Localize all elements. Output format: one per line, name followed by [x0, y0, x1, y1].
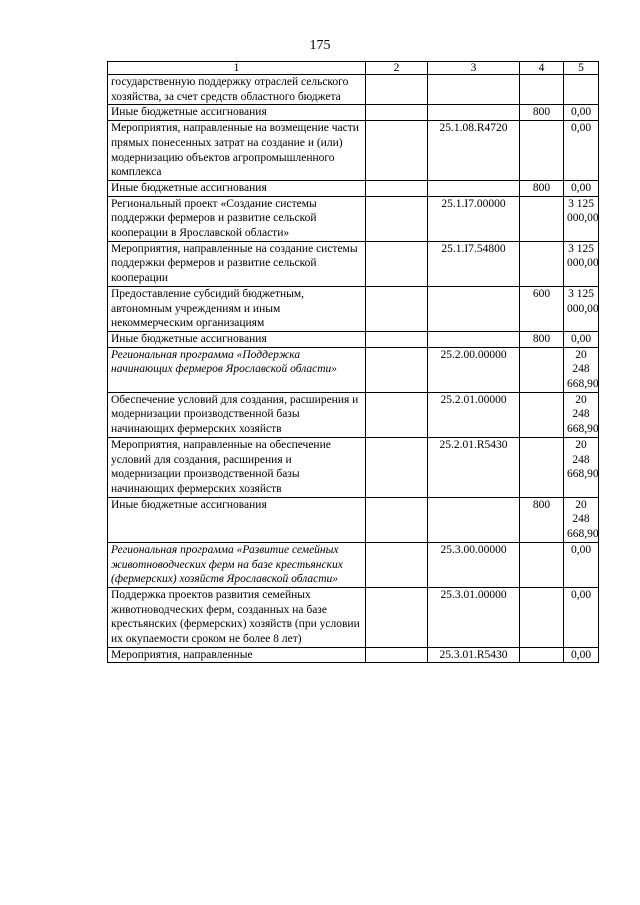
row-col2-cell	[366, 196, 428, 241]
row-name-cell: Иные бюджетные ассигнования	[108, 497, 366, 542]
row-col2-cell	[366, 180, 428, 196]
row-vr-cell: 600	[520, 286, 564, 331]
table-row	[108, 121, 599, 181]
row-col2-cell	[366, 286, 428, 331]
row-name-cell: Иные бюджетные ассигнования	[108, 331, 366, 347]
row-code-cell: 25.2.01.R5430	[428, 437, 520, 497]
row-vr-cell	[520, 587, 564, 647]
row-name-cell: Поддержка проектов развития семейных животноводческих ферм, созданных на базе крестьянских (фермерских) хозяйств (при условии их окупаемости сроком не более 8 лет)	[108, 587, 366, 647]
row-amount-cell: 20 248 668,90	[564, 437, 599, 497]
row-vr-cell: 800	[520, 497, 564, 542]
row-col2-cell	[366, 647, 428, 663]
row-col2-cell	[366, 497, 428, 542]
budget-table	[107, 61, 599, 663]
row-name-cell: Мероприятия, направленные на возмещение части прямых понесенных затрат на создание и (или) модернизацию объектов агропромышленного комплекса	[108, 121, 366, 181]
table-row	[108, 392, 599, 437]
row-col2-cell	[366, 392, 428, 437]
row-amount-cell	[564, 75, 599, 105]
row-name-cell: государственную поддержку отраслей сельского хозяйства, за счет средств областного бюджета	[108, 75, 366, 105]
row-code-cell	[428, 331, 520, 347]
row-vr-cell: 800	[520, 105, 564, 121]
row-code-cell: 25.1.I7.54800	[428, 241, 520, 286]
row-name-cell: Иные бюджетные ассигнования	[108, 105, 366, 121]
row-code-cell: 25.3.01.00000	[428, 587, 520, 647]
row-code-cell: 25.3.01.R5430	[428, 647, 520, 663]
column-header: 1	[108, 62, 366, 75]
row-code-cell: 25.1.I7.00000	[428, 196, 520, 241]
row-amount-cell: 3 125 000,00	[564, 286, 599, 331]
table-row	[108, 286, 599, 331]
table-row	[108, 437, 599, 497]
row-name-cell: Предоставление субсидий бюджетным, автономным учреждениям и иным некоммерческим организациям	[108, 286, 366, 331]
table-row	[108, 241, 599, 286]
column-header: 4	[520, 62, 564, 75]
row-name-cell: Региональная программа «Поддержка начинающих фермеров Ярославской области»	[108, 347, 366, 392]
row-name-cell: Мероприятия, направленные на обеспечение условий для создания, расширения и модернизации производственной базы начинающих фермерских хозяйств	[108, 437, 366, 497]
table-row	[108, 331, 599, 347]
table-row	[108, 105, 599, 121]
row-amount-cell: 0,00	[564, 647, 599, 663]
table-row	[108, 542, 599, 587]
row-amount-cell: 20 248 668,90	[564, 497, 599, 542]
row-col2-cell	[366, 105, 428, 121]
row-vr-cell	[520, 647, 564, 663]
row-vr-cell	[520, 121, 564, 181]
row-vr-cell	[520, 196, 564, 241]
table-row	[108, 647, 599, 663]
row-amount-cell: 0,00	[564, 587, 599, 647]
table-row	[108, 75, 599, 105]
table-row	[108, 196, 599, 241]
row-col2-cell	[366, 437, 428, 497]
row-name-cell: Обеспечение условий для создания, расширения и модернизации производственной базы начинающих фермерских хозяйств	[108, 392, 366, 437]
row-amount-cell: 3 125 000,00	[564, 196, 599, 241]
column-header: 2	[366, 62, 428, 75]
page-number: 175	[309, 38, 331, 53]
row-amount-cell: 0,00	[564, 180, 599, 196]
row-name-cell: Иные бюджетные ассигнования	[108, 180, 366, 196]
row-name-cell: Региональная программа «Развитие семейных животноводческих ферм на базе крестьянских (фермерских) хозяйств Ярославской области»	[108, 542, 366, 587]
row-code-cell: 25.3.00.00000	[428, 542, 520, 587]
row-col2-cell	[366, 347, 428, 392]
row-col2-cell	[366, 331, 428, 347]
row-name-cell: Мероприятия, направленные	[108, 647, 366, 663]
column-header: 3	[428, 62, 520, 75]
column-header: 5	[564, 62, 599, 75]
row-code-cell	[428, 497, 520, 542]
row-code-cell	[428, 75, 520, 105]
row-col2-cell	[366, 241, 428, 286]
row-name-cell: Мероприятия, направленные на создание системы поддержки фермеров и развитие сельской кооперации	[108, 241, 366, 286]
row-col2-cell	[366, 121, 428, 181]
row-vr-cell	[520, 392, 564, 437]
row-vr-cell	[520, 437, 564, 497]
row-vr-cell	[520, 347, 564, 392]
row-amount-cell: 0,00	[564, 105, 599, 121]
row-amount-cell: 0,00	[564, 331, 599, 347]
table-row	[108, 180, 599, 196]
table-body	[108, 75, 599, 663]
row-code-cell	[428, 105, 520, 121]
row-code-cell: 25.1.08.R4720	[428, 121, 520, 181]
row-col2-cell	[366, 75, 428, 105]
row-vr-cell: 800	[520, 331, 564, 347]
row-code-cell: 25.2.01.00000	[428, 392, 520, 437]
table-header-row	[108, 62, 599, 75]
row-vr-cell: 800	[520, 180, 564, 196]
table-row	[108, 587, 599, 647]
row-col2-cell	[366, 587, 428, 647]
table-row	[108, 497, 599, 542]
row-vr-cell	[520, 241, 564, 286]
row-vr-cell	[520, 75, 564, 105]
table-row	[108, 347, 599, 392]
row-code-cell	[428, 180, 520, 196]
row-code-cell: 25.2.00.00000	[428, 347, 520, 392]
row-vr-cell	[520, 542, 564, 587]
row-code-cell	[428, 286, 520, 331]
row-amount-cell: 0,00	[564, 542, 599, 587]
row-amount-cell: 3 125 000,00	[564, 241, 599, 286]
row-amount-cell: 20 248 668,90	[564, 347, 599, 392]
row-amount-cell: 0,00	[564, 121, 599, 181]
row-col2-cell	[366, 542, 428, 587]
row-name-cell: Региональный проект «Создание системы поддержки фермеров и развитие сельской кооперации в Ярославской области»	[108, 196, 366, 241]
row-amount-cell: 20 248 668,90	[564, 392, 599, 437]
